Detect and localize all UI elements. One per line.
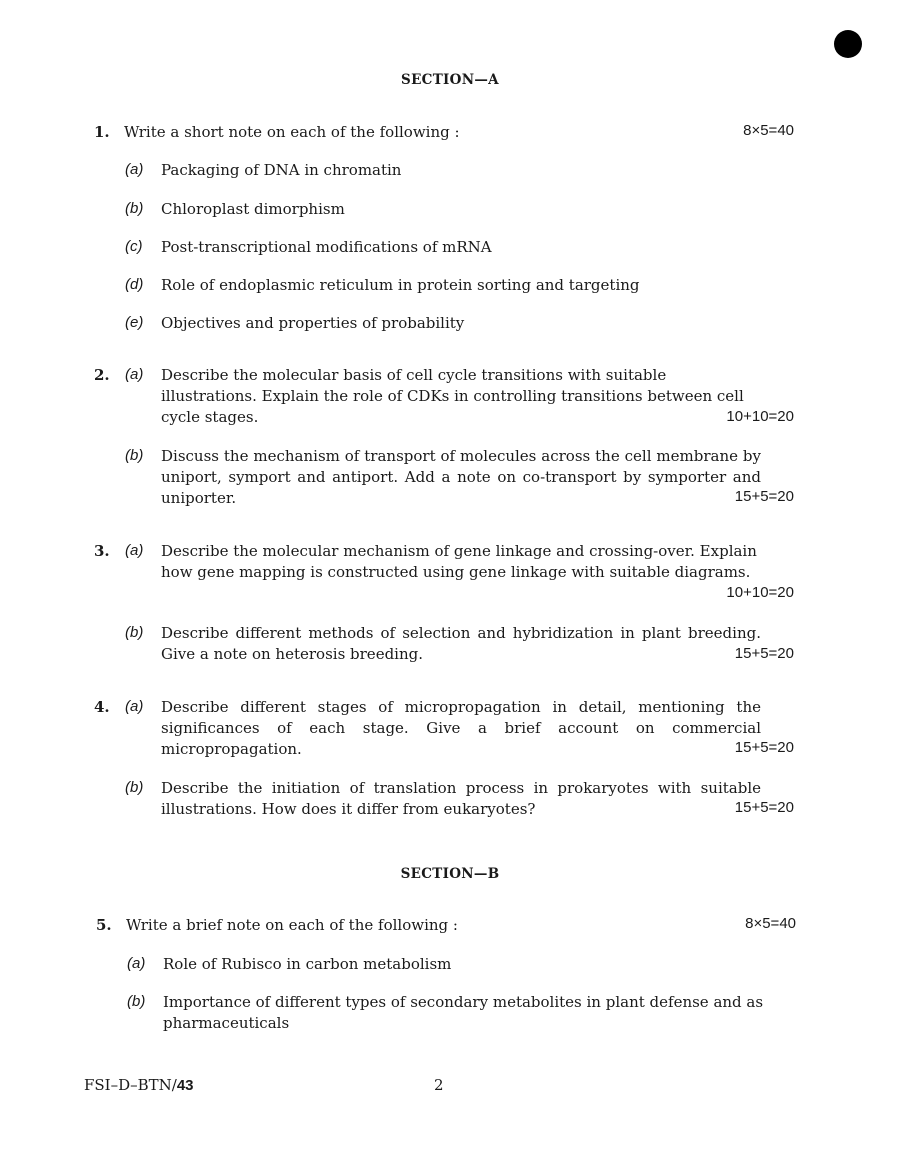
- question-2-number: 2.: [94, 366, 110, 384]
- q5-item-a-label: (a): [127, 955, 146, 972]
- q2-part-a-label: (a): [125, 366, 144, 383]
- q1-item-d-text: Role of endoplasmic reticulum in protein sorting and targeting: [161, 276, 640, 294]
- q1-item-e-text: Objectives and properties of probability: [161, 314, 465, 332]
- q4-part-a-text: Describe different stages of micropropagation in detail, mentioning the significances of each stage. Give a brief account on commercial micropropagation.: [161, 698, 761, 758]
- page-number: 2: [434, 1076, 444, 1094]
- question-3-number: 3.: [94, 542, 110, 560]
- paper-code-number: 43: [176, 1077, 194, 1094]
- q4-part-a-marks: 15+5=20: [734, 739, 794, 756]
- question-5-text: Write a brief note on each of the following :: [126, 916, 458, 934]
- question-1-text: Write a short note on each of the following :: [124, 123, 460, 141]
- q4-part-b-label: (b): [125, 779, 144, 796]
- q1-item-b-label: (b): [125, 200, 144, 217]
- q1-item-b-text: Chloroplast dimorphism: [161, 200, 345, 218]
- q1-item-c-text: Post-transcriptional modifications of mRNA: [161, 238, 492, 256]
- q4-part-b-text: Describe the initiation of translation process in prokaryotes with suitable illustrations. How does it differ from eukaryotes?: [161, 779, 761, 818]
- q5-item-a-text: Role of Rubisco in carbon metabolism: [163, 955, 452, 973]
- question-5-marks: 8×5=40: [745, 915, 796, 932]
- q1-item-d-label: (d): [125, 276, 144, 293]
- question-5-number: 5.: [96, 916, 112, 934]
- q1-item-e-label: (e): [125, 314, 144, 331]
- q2-part-a-text: Describe the molecular basis of cell cycle transitions with suitable illustrations. Explain the role of CDKs in controlling transitions between cell cycle stages.: [161, 366, 744, 426]
- q1-item-c-label: (c): [125, 238, 143, 255]
- q4-part-b-marks: 15+5=20: [734, 799, 794, 816]
- q3-part-b-text: Describe different methods of selection and hybridization in plant breeding. Give a note on heterosis breeding.: [161, 624, 761, 663]
- paper-code: [84, 1076, 194, 1094]
- question-1-number: 1.: [94, 123, 110, 141]
- q3-part-b-label: (b): [125, 624, 144, 641]
- q2-part-a-marks: 10+10=20: [726, 408, 794, 425]
- paper-code-prefix: FSI–D–BTN/: [84, 1076, 177, 1094]
- question-1-marks: 8×5=40: [743, 122, 794, 139]
- q3-part-a-text: Describe the molecular mechanism of gene linkage and crossing-over. Explain how gene mapping is constructed using gene linkage with suitable diagrams.: [161, 542, 757, 581]
- q5-item-b-label: (b): [127, 993, 146, 1010]
- q2-part-b-label: (b): [125, 447, 144, 464]
- section-b-heading: SECTION—B: [400, 866, 500, 882]
- q2-part-b-marks: 15+5=20: [734, 488, 794, 505]
- q3-part-a-label: (a): [125, 542, 144, 559]
- q5-item-b-text: Importance of different types of secondary metabolites in plant defense and as pharmaceuticals: [163, 993, 764, 1032]
- registration-dot: [834, 30, 862, 58]
- q1-item-a-label: (a): [125, 161, 144, 178]
- question-4-number: 4.: [94, 698, 110, 716]
- q1-item-a-text: Packaging of DNA in chromatin: [161, 161, 402, 179]
- section-a-heading: SECTION—A: [401, 72, 499, 88]
- q4-part-a-label: (a): [125, 698, 144, 715]
- q3-part-b-marks: 15+5=20: [734, 645, 794, 662]
- q3-part-a-marks: 10+10=20: [726, 584, 794, 601]
- q2-part-b-text: Discuss the mechanism of transport of molecules across the cell membrane by uniport, symport and antiport. Add a note on co-transport by symporter and uniporter.: [161, 447, 761, 507]
